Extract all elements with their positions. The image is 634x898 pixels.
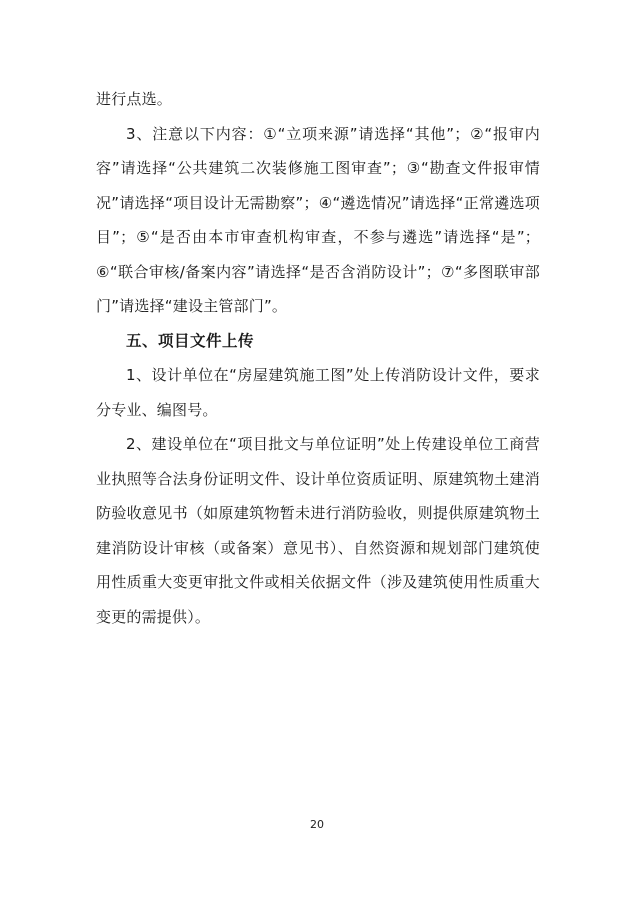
paragraph-upload-1: 1、设计单位在“房屋建筑施工图”处上传消防设计文件，要求分专业、编图号。	[96, 366, 540, 419]
paragraph-upload-2: 2、建设单位在“项目批文与单位证明”处上传建设单位工商营业执照等合法身份证明文件、设计单位资质证明、原建筑物土建消防验收意见书（如原建筑物暂未进行消防验收，则提供原建筑物土建消防设计审核（或备案）意见书）、自然资源和规划部门建筑使用性质重大变更审批文件或相关依据文件（涉及建筑使用性质重大变更的需提供）。	[96, 435, 540, 626]
paragraph-continuation: 进行点选。	[96, 90, 173, 108]
page-number: 20	[310, 818, 324, 831]
paragraph-note-3: 3、注意以下内容：①“立项来源”请选择“其他”；②“报审内容”请选择“公共建筑二次装修施工图审查”；③“勘查文件报审情况”请选择“项目设计无需勘察”；④“遴选情况”请选择“正常遴选项目”；⑤“是否由本市审查机构审查，不参与遴选”请选择“是”；⑥“联合审核/备案内容”请选择“是否含消防设计”；⑦“多图联审部门”请选择“建设主管部门”。	[96, 124, 540, 315]
section-heading: 五、项目文件上传	[126, 331, 255, 350]
document-body	[96, 82, 540, 634]
